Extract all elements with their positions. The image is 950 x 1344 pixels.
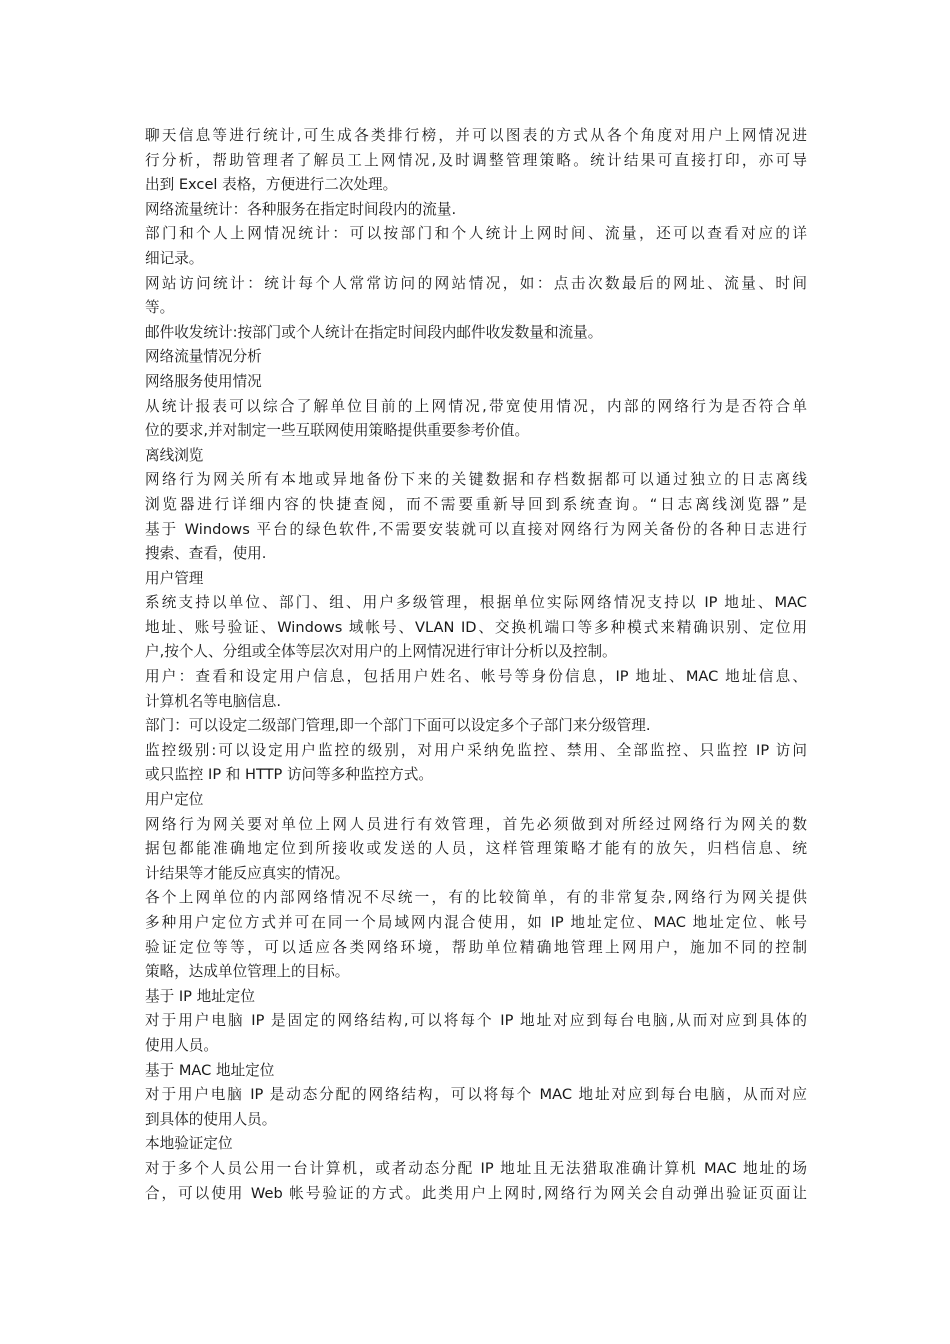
text-line: 各个上网单位的内部网络情况不尽统一，有的比较简单，有的非常复杂,网络行为网关提供 xyxy=(145,889,807,907)
text-line: 计算机名等电脑信息. xyxy=(145,692,281,710)
text-line: 用户管理 xyxy=(145,569,204,587)
text-line: 邮件收发统计:按部门或个人统计在指定时间段内邮件收发数量和流量。 xyxy=(145,323,603,341)
text-line: 等。 xyxy=(145,299,175,317)
text-line: 细记录。 xyxy=(145,249,204,267)
text-line: 网络流量统计：各种服务在指定时间段内的流量. xyxy=(145,200,457,218)
text-line: 位的要求,并对制定一些互联网使用策略提供重要参考价值。 xyxy=(145,422,530,440)
text-line: 监控级别:可以设定用户监控的级别，对用户采纳免监控、禁用、全部监控、只监控 IP 访问 xyxy=(145,741,807,759)
text-line: 基于 MAC 地址定位 xyxy=(145,1061,275,1079)
text-line: 策略，达成单位管理上的目标。 xyxy=(145,963,350,981)
text-line: 搜索、查看，使用. xyxy=(145,545,267,563)
text-line: 地址、账号验证、Windows 域帐号、VLAN ID、交换机端口等多种模式来精确识别、定位用 xyxy=(145,618,807,636)
document-page xyxy=(145,124,807,1206)
text-line: 网络流量情况分析 xyxy=(145,348,262,366)
text-line: 验证定位等等，可以适应各类网络环境，帮助单位精确地管理上网用户，施加不同的控制 xyxy=(145,938,807,956)
text-line: 对于用户电脑 IP 是固定的网络结构,可以将每个 IP 地址对应到每台电脑,从而对应到具体的 xyxy=(145,1012,807,1030)
text-line: 本地验证定位 xyxy=(145,1135,233,1153)
text-line: 系统支持以单位、部门、组、用户多级管理，根据单位实际网络情况支持以 IP 地址、MAC xyxy=(145,594,807,612)
text-line: 据包都能准确地定位到所接收或发送的人员，这样管理策略才能有的放矢，归档信息、统 xyxy=(145,840,807,858)
text-line: 行分析，帮助管理者了解员工上网情况,及时调整管理策略。统计结果可直接打印，亦可导 xyxy=(145,151,807,169)
text-line: 网站访问统计：统计每个人常常访问的网站情况，如：点击次数最后的网址、流量、时间 xyxy=(145,274,807,292)
text-line: 网络服务使用情况 xyxy=(145,372,262,390)
text-line: 基于 IP 地址定位 xyxy=(145,987,255,1005)
text-line: 使用人员。 xyxy=(145,1036,218,1054)
text-line: 基于 Windows 平台的绿色软件,不需要安装就可以直接对网络行为网关备份的各种日志进行 xyxy=(145,520,807,538)
text-line: 浏览器进行详细内容的快捷查阅，而不需要重新导回到系统查询。“日志离线浏览器”是 xyxy=(145,495,807,513)
text-line: 用户：查看和设定用户信息，包括用户姓名、帐号等身份信息，IP 地址、MAC 地址信息、 xyxy=(145,668,807,686)
text-line: 用户定位 xyxy=(145,791,204,809)
text-line: 部门和个人上网情况统计：可以按部门和个人统计上网时间、流量，还可以查看对应的详 xyxy=(145,225,807,243)
text-line: 离线浏览 xyxy=(145,446,204,464)
text-line: 从统计报表可以综合了解单位目前的上网情况,带宽使用情况，内部的网络行为是否符合单 xyxy=(145,397,807,415)
text-line: 对于多个人员公用一台计算机，或者动态分配 IP 地址且无法猎取准确计算机 MAC 地址的场 xyxy=(145,1159,807,1177)
text-line: 聊天信息等进行统计,可生成各类排行榜，并可以图表的方式从各个角度对用户上网情况进 xyxy=(145,127,807,144)
text-line: 对于用户电脑 IP 是动态分配的网络结构，可以将每个 MAC 地址对应到每台电脑，从而对应 xyxy=(145,1086,807,1104)
text-line: 网络行为网关要对单位上网人员进行有效管理，首先必须做到对所经过网络行为网关的数 xyxy=(145,815,807,833)
text-line: 到具体的使用人员。 xyxy=(145,1110,277,1128)
text-line: 合，可以使用 Web 帐号验证的方式。此类用户上网时,网络行为网关会自动弹出验证页面让 xyxy=(145,1184,807,1202)
text-line: 计结果等才能反应真实的情况。 xyxy=(145,864,350,882)
text-line: 出到 Excel 表格，方便进行二次处理。 xyxy=(145,176,398,194)
text-line: 网络行为网关所有本地或异地备份下来的关键数据和存档数据都可以通过独立的日志离线 xyxy=(145,471,807,489)
text-line: 或只监控 IP 和 HTTP 访问等多种监控方式。 xyxy=(145,766,433,784)
text-line: 多种用户定位方式并可在同一个局域网内混合使用，如 IP 地址定位、MAC 地址定位、帐号 xyxy=(145,914,807,931)
text-line: 户,按个人、分组或全体等层次对用户的上网情况进行审计分析以及控制。 xyxy=(145,643,617,661)
text-line: 部门：可以设定二级部门管理,即一个部门下面可以设定多个子部门来分级管理. xyxy=(145,717,651,735)
